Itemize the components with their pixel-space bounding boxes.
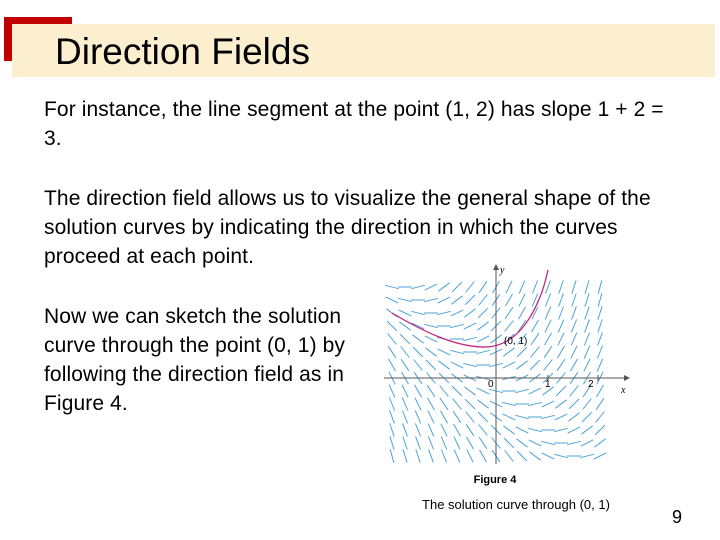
field-segment [594, 439, 605, 447]
field-segment [454, 424, 461, 436]
field-segment [559, 293, 564, 306]
field-segment [479, 425, 488, 436]
field-segment [503, 362, 516, 368]
field-segment [519, 281, 525, 294]
field-segment [426, 360, 436, 370]
field-segment [554, 428, 568, 431]
field-segment [580, 454, 594, 457]
field-segment [585, 280, 589, 293]
field-segment [598, 319, 602, 332]
x-axis-label: x [621, 385, 626, 396]
field-segment [516, 439, 527, 447]
field-segment [425, 348, 436, 356]
field-segment [441, 450, 446, 463]
field-segment [465, 399, 475, 409]
field-segment [571, 333, 577, 346]
field-segment [542, 401, 555, 407]
field-segment [428, 437, 433, 450]
field-segment [385, 285, 399, 288]
field-segment [398, 298, 412, 301]
field-segment [504, 438, 514, 448]
field-segment [531, 347, 540, 358]
field-segment [402, 398, 408, 411]
field-segment [519, 307, 526, 319]
field-segment [598, 306, 602, 319]
figure-label: Figure 4 [473, 474, 517, 486]
field-segment [568, 413, 579, 421]
field-segment [390, 423, 394, 436]
field-segment [530, 360, 540, 370]
field-segment [516, 427, 529, 433]
field-segment [386, 297, 399, 303]
field-segment [399, 310, 412, 316]
field-segment [402, 385, 408, 398]
field-segment [570, 386, 579, 397]
field-segment [567, 441, 581, 444]
field-segment [427, 385, 435, 397]
field-segment [555, 414, 568, 420]
field-segment [411, 285, 425, 288]
field-segment [559, 280, 563, 293]
field-segment [414, 360, 423, 371]
field-segment [583, 399, 592, 410]
field-segment [478, 308, 488, 318]
field-segment [390, 436, 394, 449]
field-segment [478, 412, 488, 422]
field-segment [424, 298, 438, 301]
x-tick-label-2: 2 [588, 379, 594, 390]
field-segment [596, 398, 604, 410]
field-segment [388, 346, 396, 358]
field-segment [388, 334, 397, 345]
field-segment [581, 440, 594, 446]
field-segment [528, 402, 542, 405]
field-segment [581, 426, 592, 434]
field-segment [480, 450, 487, 462]
field-segment [572, 293, 576, 306]
field-segment [554, 454, 568, 457]
field-segment [403, 449, 407, 462]
field-segment [542, 453, 555, 459]
field-segment [463, 337, 477, 340]
field-segment [450, 324, 464, 327]
field-segment [541, 441, 555, 444]
field-segment [412, 335, 423, 343]
field-segment [428, 411, 434, 424]
field-segment [557, 359, 565, 371]
field-segment [503, 348, 514, 356]
field-segment [585, 293, 589, 306]
field-segment [556, 386, 566, 396]
field-segment [506, 294, 513, 306]
field-segment [585, 306, 589, 319]
field-segment [558, 333, 564, 346]
field-segment [505, 307, 513, 319]
field-segment [411, 311, 425, 314]
field-segment [441, 437, 447, 450]
field-segment [452, 386, 462, 396]
field-segment [440, 386, 449, 397]
field-segment [438, 349, 451, 355]
field-segment [453, 399, 462, 410]
field-segment [453, 411, 461, 423]
field-segment [598, 293, 602, 306]
field-segment [428, 424, 434, 437]
field-segment [413, 347, 423, 357]
field-segment [479, 295, 488, 306]
field-segment [597, 346, 602, 359]
field-segment [425, 284, 438, 290]
paragraph-sketch-curve: Now we can sketch the solution curve through the point (0, 1) by following the direction field as in Figure 4. [44, 305, 345, 415]
field-segment [582, 412, 592, 422]
field-segment [441, 424, 447, 437]
field-segment [596, 412, 605, 423]
field-segment [465, 295, 475, 305]
field-segment [438, 283, 449, 291]
field-segment [389, 398, 394, 411]
field-segment [467, 437, 474, 449]
field-segment [425, 336, 438, 342]
field-segment [595, 425, 605, 435]
field-segment [415, 398, 421, 411]
field-segment [544, 360, 553, 371]
field-segment [466, 424, 474, 436]
field-segment [390, 449, 394, 462]
field-segment [464, 387, 475, 395]
field-segment [598, 332, 603, 345]
field-segment [515, 389, 529, 392]
field-segment [416, 436, 421, 449]
field-segment [505, 451, 514, 462]
field-segment [529, 440, 542, 446]
field-segment [415, 424, 420, 437]
field-segment [545, 333, 552, 345]
field-segment [438, 361, 449, 369]
field-segment [506, 281, 512, 294]
field-segment [517, 451, 527, 461]
field-segment [402, 411, 407, 424]
field-segment [389, 385, 395, 398]
field-segment [466, 282, 475, 293]
field-segment [477, 322, 488, 330]
field-segment [516, 361, 527, 369]
field-segment [545, 320, 551, 333]
field-segment [429, 449, 434, 462]
field-segment [517, 347, 527, 357]
field-segment [467, 450, 473, 463]
field-segment [532, 320, 539, 332]
field-segment [416, 449, 420, 462]
slide-number: 9 [672, 507, 683, 527]
slide-title: Direction Fields [55, 31, 310, 72]
field-segment [415, 411, 421, 424]
figure-caption: The solution curve through (0, 1) [422, 497, 610, 512]
field-segment [545, 307, 551, 320]
field-segment [505, 321, 514, 332]
field-segment [464, 323, 477, 329]
field-segment [440, 398, 448, 410]
field-segment [569, 399, 579, 409]
field-segment [584, 359, 590, 372]
x-axis-arrow [624, 375, 630, 381]
field-segment [585, 319, 590, 332]
field-segment [387, 321, 397, 331]
field-segment [389, 359, 396, 371]
field-segment [450, 350, 464, 353]
field-segment [515, 415, 529, 418]
field-segment [558, 307, 563, 320]
field-segment [477, 400, 488, 408]
field-segment [401, 347, 410, 358]
field-segment [479, 281, 487, 293]
field-segment [528, 428, 542, 431]
field-segment [403, 436, 407, 449]
origin-label: 0 [488, 379, 494, 390]
field-segment [541, 415, 555, 418]
field-segment [452, 282, 462, 292]
field-segment [545, 294, 550, 307]
field-segment [568, 427, 581, 433]
field-segment [572, 280, 576, 293]
field-segment [597, 385, 604, 397]
field-segment [598, 280, 602, 294]
field-segment [400, 334, 410, 344]
y-axis-label: y [500, 265, 505, 276]
field-segment [454, 437, 460, 450]
field-segment [502, 402, 516, 405]
field-segment [403, 423, 408, 436]
field-segment [424, 324, 438, 327]
field-segment [584, 333, 589, 346]
field-segment [451, 362, 464, 368]
field-segment [415, 385, 422, 397]
field-segment [558, 346, 565, 358]
field-segment [476, 350, 490, 353]
direction-field-figure [384, 262, 632, 466]
field-segment [454, 450, 460, 463]
field-segment [503, 414, 516, 420]
field-segment [531, 333, 539, 345]
field-segment [503, 426, 514, 434]
field-segment [597, 359, 603, 372]
field-segment [558, 320, 564, 333]
field-segment [466, 412, 475, 423]
field-segment [428, 398, 435, 410]
field-segment [529, 452, 540, 460]
field-segment [477, 336, 490, 342]
field-segment [451, 310, 464, 316]
field-segment [519, 294, 525, 307]
field-segment [451, 296, 462, 304]
field-segment [571, 346, 577, 359]
field-segment [441, 411, 448, 423]
field-segment [412, 323, 425, 329]
y-axis-arrow [493, 264, 499, 270]
field-segment [464, 309, 475, 317]
x-tick-label-1: 1 [545, 379, 551, 390]
field-segment [594, 453, 607, 459]
paragraph-direction-field: The direction field allows us to visualize the general shape of the solution curves by indicating the direction in which the curves proceed at each point. [44, 187, 651, 268]
field-segment [437, 311, 451, 314]
field-segment [401, 359, 409, 371]
field-segment [463, 363, 477, 366]
field-segment [571, 320, 576, 333]
field-segment [555, 400, 566, 408]
field-segment [529, 388, 542, 394]
field-segment [438, 297, 451, 303]
field-segment [571, 359, 578, 371]
field-segment [572, 306, 577, 319]
field-segment [479, 437, 487, 449]
field-segment [544, 346, 552, 358]
field-segment [584, 346, 590, 359]
point-label: (0, 1) [504, 336, 528, 347]
field-segment [390, 410, 395, 423]
field-segment [546, 280, 551, 293]
paragraph-slope-example: For instance, the line segment at the point (1, 2) has slope 1 + 2 = 3. [44, 98, 664, 150]
field-segment [532, 281, 537, 294]
